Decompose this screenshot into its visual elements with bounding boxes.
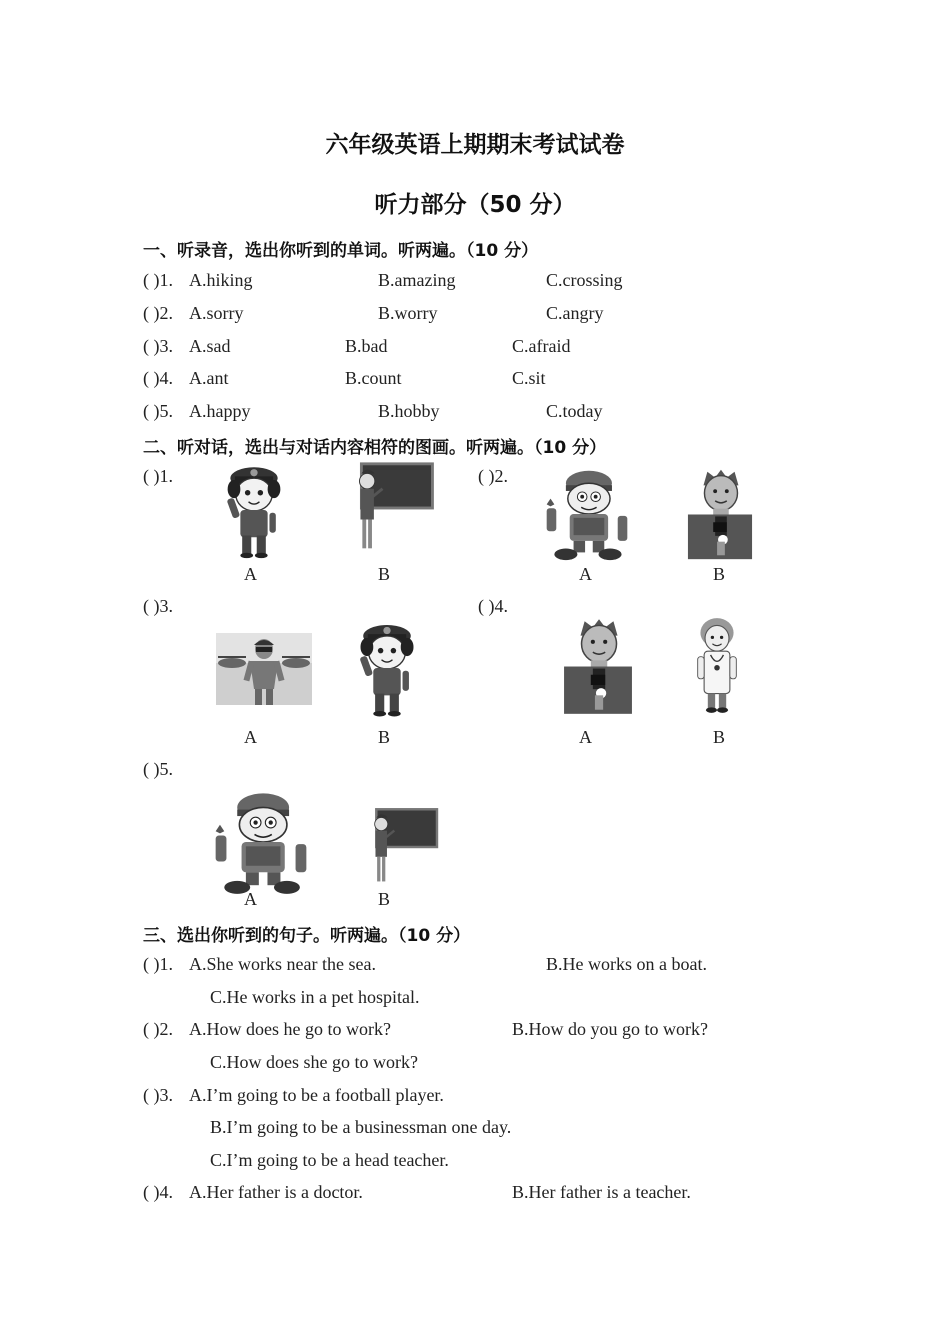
s2-item1-label-a: A [244, 564, 257, 584]
s2-item4-label-b: B [713, 727, 726, 747]
s3-q4-option-a: A.Her father is a doctor. [189, 1182, 363, 1202]
s3-q1-option-b: B.He works on a boat. [546, 954, 707, 974]
s3-q3-option-a: A.I’m going to be a football player. [189, 1085, 444, 1105]
s1-q2-num: ( )2. [143, 303, 173, 323]
s1-q5-option-b: B.hobby [378, 401, 440, 421]
s2-item4-label-a: A [579, 727, 592, 747]
s2-item5-label-b: B [378, 889, 391, 909]
s1-q1-option-a: A.hiking [189, 270, 253, 290]
s2-item5-num: ( )5. [143, 759, 173, 779]
s1-q5-option-a: A.happy [189, 401, 251, 421]
s3-q1-num: ( )1. [143, 954, 173, 974]
s1-q1-option-b: B.amazing [378, 270, 456, 290]
s2-item3-label-b: B [378, 727, 391, 747]
s2-item3-num: ( )3. [143, 596, 173, 616]
s1-q1-num: ( )1. [143, 270, 173, 290]
s1-q5-option-c: C.today [546, 401, 603, 421]
s3-q2-option-c: C.How does she go to work? [210, 1052, 418, 1072]
s1-q3-option-b: B.bad [345, 336, 388, 356]
s3-q2-option-a: A.How does he go to work? [189, 1019, 391, 1039]
s1-q4-option-a: A.ant [189, 368, 229, 388]
s3-q3-num: ( )3. [143, 1085, 173, 1105]
s2-item5-label-a: A [244, 889, 257, 909]
s3-q4-num: ( )4. [143, 1182, 173, 1202]
teacher-at-board-picture [350, 460, 440, 556]
s2-item4-num: ( )4. [478, 596, 508, 616]
s3-q4-option-b: B.Her father is a teacher. [512, 1182, 691, 1202]
mechanic-picture [538, 466, 636, 562]
s1-q2-option-b: B.worry [378, 303, 438, 323]
s1-q4-option-c: C.sit [512, 368, 546, 388]
page-subtitle: 听力部分（50 分） [374, 192, 576, 218]
s3-q2-option-b: B.How do you go to work? [512, 1019, 708, 1039]
s2-item1-num: ( )1. [143, 466, 173, 486]
s1-q3-option-c: C.afraid [512, 336, 571, 356]
s3-q1-option-c: C.He works in a pet hospital. [210, 987, 420, 1007]
s1-q1-option-c: C.crossing [546, 270, 623, 290]
reporter-picture [686, 466, 754, 562]
police-officer-picture [355, 614, 419, 722]
s3-q1-option-a: A.She works near the sea. [189, 954, 376, 974]
s1-q3-num: ( )3. [143, 336, 173, 356]
s2-item1-label-b: B [378, 564, 391, 584]
s1-q3-option-a: A.sad [189, 336, 231, 356]
s3-q3-option-c: C.I’m going to be a head teacher. [210, 1150, 449, 1170]
s2-item3-label-a: A [244, 727, 257, 747]
s1-q5-num: ( )5. [143, 401, 173, 421]
teacher-at-board-picture [360, 806, 450, 888]
section1-heading: 一、听录音，选出你听到的单词。听两遍。（10 分） [143, 241, 539, 261]
s3-q3-option-b: B.I’m going to be a businessman one day. [210, 1117, 512, 1137]
doctor-picture [694, 612, 740, 718]
page-title: 六年级英语上期期末考试试卷 [325, 132, 625, 158]
pilot-photo-picture [216, 633, 312, 705]
s1-q2-option-c: C.angry [546, 303, 604, 323]
section3-heading: 三、选出你听到的句子。听两遍。（10 分） [143, 926, 471, 946]
reporter-picture [562, 612, 634, 720]
s1-q4-num: ( )4. [143, 368, 173, 388]
s2-item2-label-a: A [579, 564, 592, 584]
s3-q2-num: ( )2. [143, 1019, 173, 1039]
mechanic-picture [205, 788, 317, 896]
s1-q4-option-b: B.count [345, 368, 402, 388]
section2-heading: 二、听对话，选出与对话内容相符的图画。听两遍。（10 分） [143, 438, 607, 458]
s1-q2-option-a: A.sorry [189, 303, 244, 323]
police-officer-picture [222, 460, 286, 560]
s2-item2-label-b: B [713, 564, 726, 584]
s2-item2-num: ( )2. [478, 466, 508, 486]
